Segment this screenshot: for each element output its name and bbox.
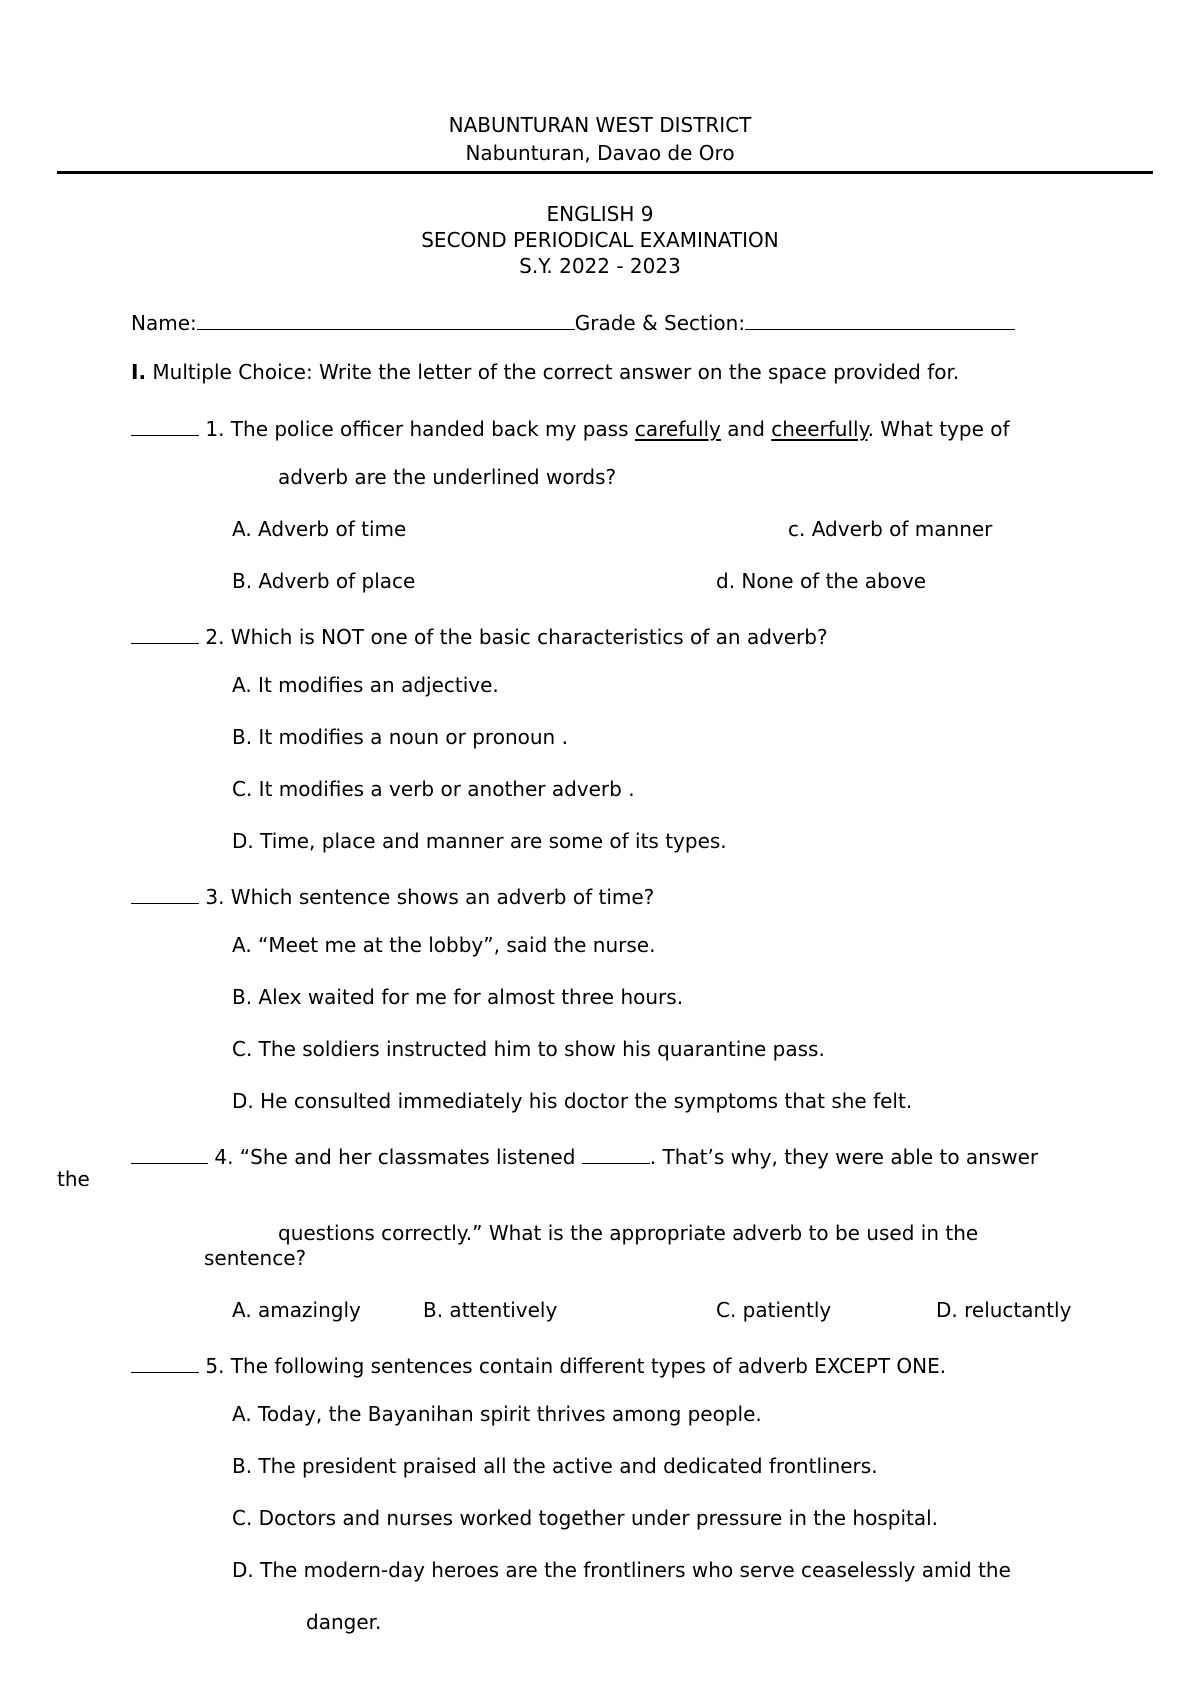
q4-text-start: 4. “She and her classmates listened xyxy=(208,1145,582,1169)
answer-blank-3[interactable] xyxy=(131,881,199,904)
q1-option-a: A. Adverb of time xyxy=(232,517,407,541)
q4-text-end: . That’s why, they were able to answer xyxy=(649,1145,1039,1169)
exam-title: SECOND PERIODICAL EXAMINATION xyxy=(421,228,779,252)
district-title: NABUNTURAN WEST DISTRICT xyxy=(448,113,752,137)
q1-option-b: B. Adverb of place xyxy=(232,569,416,593)
q2-option-c: C. It modifies a verb or another adverb . xyxy=(232,777,635,801)
name-label: Name: xyxy=(131,311,197,335)
q2-text: 2. Which is NOT one of the basic characteristics of an adverb? xyxy=(199,625,828,649)
q4-option-b: B. attentively xyxy=(423,1298,558,1322)
q1-text-start: 1. The police officer handed back my pass xyxy=(199,417,635,441)
location: Nabunturan, Davao de Oro xyxy=(465,141,735,165)
q1-text-mid: and xyxy=(720,417,772,441)
q5-option-d: D. The modern-day heroes are the frontliners who serve ceaselessly amid the xyxy=(232,1558,1011,1582)
q1-option-d: d. None of the above xyxy=(716,569,927,593)
q1-option-c: c. Adverb of manner xyxy=(788,517,993,541)
q3-text: 3. Which sentence shows an adverb of time? xyxy=(199,885,655,909)
q5-option-d-continuation: danger. xyxy=(306,1610,382,1634)
question-1 xyxy=(131,413,1010,441)
question-2 xyxy=(131,621,828,649)
q5-text: 5. The following sentences contain different types of adverb EXCEPT ONE. xyxy=(199,1354,947,1378)
answer-blank-4[interactable] xyxy=(131,1141,208,1164)
q4-continuation-1: questions correctly.” What is the appropriate adverb to be used in the xyxy=(278,1221,979,1245)
q2-option-a: A. It modifies an adjective. xyxy=(232,673,499,697)
q4-option-a: A. amazingly xyxy=(232,1298,361,1322)
instructions-text: Multiple Choice: Write the letter of the correct answer on the space provided for. xyxy=(146,360,960,384)
q1-continuation: adverb are the underlined words? xyxy=(278,465,617,489)
question-3 xyxy=(131,881,654,909)
question-5 xyxy=(131,1350,946,1378)
name-blank[interactable] xyxy=(197,307,575,330)
q4-option-d: D. reluctantly xyxy=(936,1298,1072,1322)
q5-option-a: A. Today, the Bayanihan spirit thrives among people. xyxy=(232,1402,762,1426)
q1-underlined-carefully: carefully xyxy=(634,417,721,441)
student-info-line xyxy=(131,307,1015,335)
q3-option-c: C. The soldiers instructed him to show his quarantine pass. xyxy=(232,1037,825,1061)
answer-blank-5[interactable] xyxy=(131,1350,199,1373)
q2-option-b: B. It modifies a noun or pronoun . xyxy=(232,725,568,749)
subject-title: ENGLISH 9 xyxy=(546,202,654,226)
section-numeral: I. xyxy=(131,360,147,384)
grade-label: Grade & Section: xyxy=(574,311,746,335)
q2-option-d: D. Time, place and manner are some of its types. xyxy=(232,829,727,853)
q3-option-a: A. “Meet me at the lobby”, said the nurse. xyxy=(232,933,656,957)
answer-blank-2[interactable] xyxy=(131,621,199,644)
school-year: S.Y. 2022 - 2023 xyxy=(519,254,681,278)
q4-sentence-blank xyxy=(582,1141,650,1164)
q4-continuation-2: sentence? xyxy=(204,1246,307,1270)
q4-wrap: the xyxy=(57,1167,90,1191)
q3-option-b: B. Alex waited for me for almost three hours. xyxy=(232,985,684,1009)
answer-blank-1[interactable] xyxy=(131,413,199,436)
q1-text-end: . What type of xyxy=(867,417,1010,441)
q4-option-c: C. patiently xyxy=(716,1298,832,1322)
instructions xyxy=(131,360,959,384)
grade-section-blank[interactable] xyxy=(745,307,1015,330)
q5-option-c: C. Doctors and nurses worked together under pressure in the hospital. xyxy=(232,1506,939,1530)
header-divider xyxy=(57,171,1153,174)
question-4 xyxy=(131,1141,1038,1169)
q3-option-d: D. He consulted immediately his doctor the symptoms that she felt. xyxy=(232,1089,913,1113)
q5-option-b: B. The president praised all the active and dedicated frontliners. xyxy=(232,1454,878,1478)
q1-underlined-cheerfully: cheerfully xyxy=(771,417,868,441)
